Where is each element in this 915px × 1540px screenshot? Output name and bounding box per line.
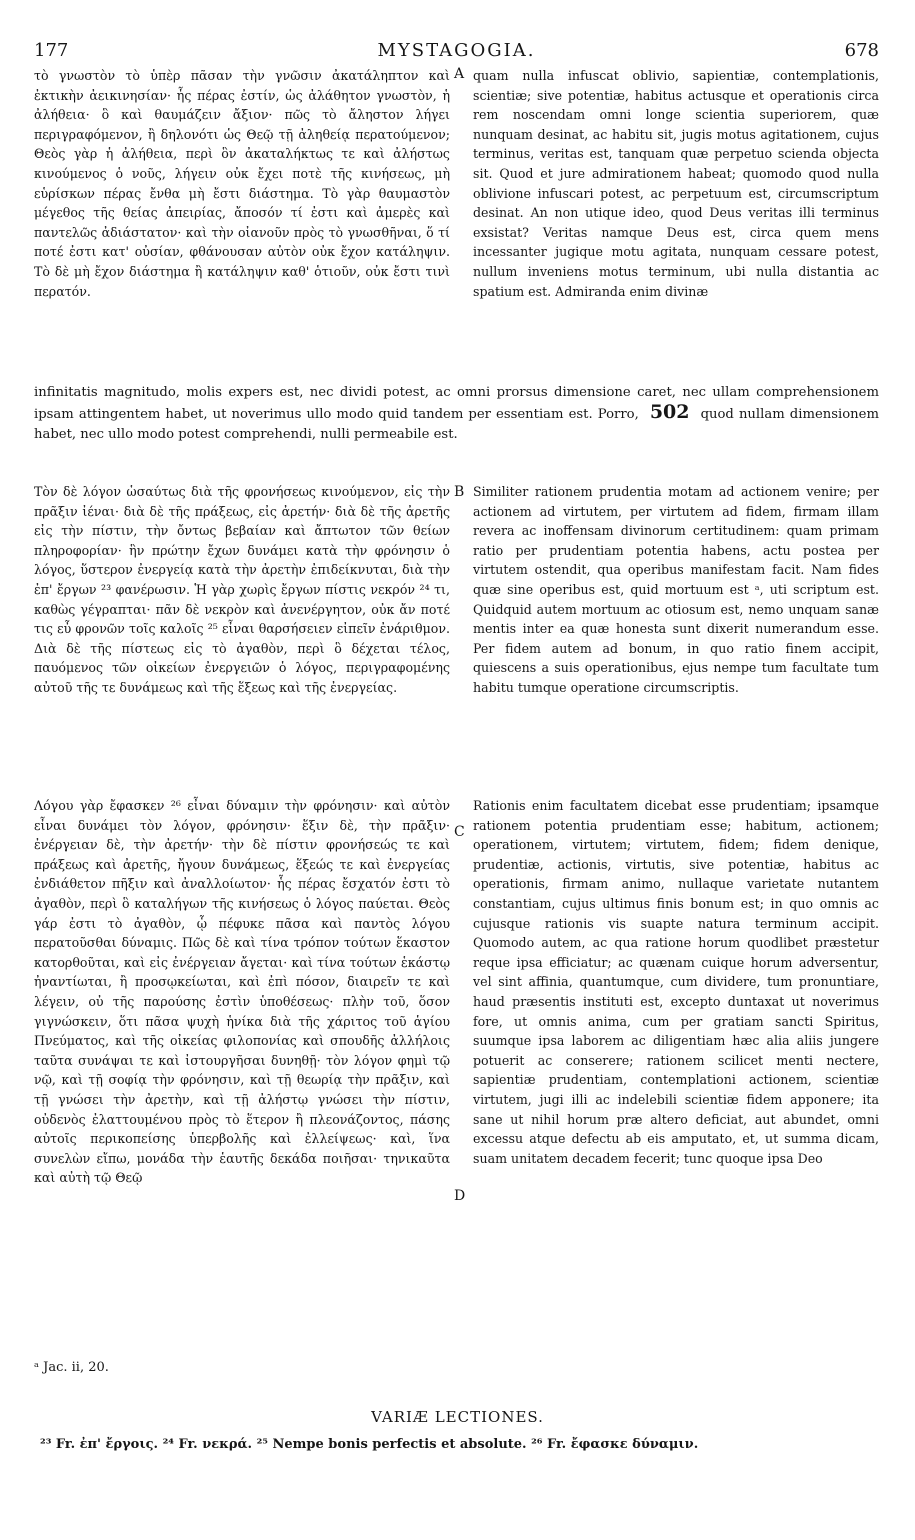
page-number-left: 177 xyxy=(34,40,69,61)
margin-marker-b: B xyxy=(454,484,465,500)
greek-column-section-2: Τὸν δὲ λόγον ὡσαύτως διὰ τῆς φρονήσεως κινούμενον, εἰς τὴν πρᾶξιν ἰέναι· διὰ δὲ τῆς πράξεως, εἰς ἀρετήν· διὰ δὲ τῆς ἀρετῆς εἰς τὴν πίστιν, τὴν ὄντως βεβαίαν καὶ ἄπτωτον τῶν θείων πληροφορίαν· ἣν πρώτην ἔχων δυνάμει κατὰ τὴν φρόνησιν ὁ λόγος, ὕστερον ἐνεργείᾳ κατὰ τὴν ἀρετὴν ἐπιδείκνυται, διὰ τὴν ἐπ' ἔργων ²³ φανέρωσιν. Ἡ γὰρ χωρὶς ἔργων πίστις νεκρόν ²⁴ τι, καθὼς γέγραπται· πᾶν δὲ νεκρὸν καὶ ἀνενέργητον, οὐκ ἄν ποτέ τις εὖ φρονῶν τοῖς καλοῖς ²⁵ εἶναι θαρσήσειεν εἰπεῖν ἐνάριθμον. Διὰ δὲ τῆς πίστεως εἰς τὸ ἀγαθὸν, περὶ ὃ δέχεται τέλος, παυόμενος τῶν οἰκείων ἐνεργειῶν ὁ λόγος, περιγραφομένης αὐτοῦ τῆς τε δυνάμεως καὶ τῆς ἕξεως καὶ τῆς ἐνεργείας. xyxy=(34,484,450,695)
margin-marker-d: D xyxy=(454,1188,466,1204)
running-title: MYSTAGOGIA. xyxy=(377,40,536,61)
full-width-latin-paragraph xyxy=(34,383,879,444)
greek-column-section-3: Λόγου γὰρ ἔφασκεν ²⁶ εἶναι δύναμιν τὴν φρόνησιν· καὶ αὐτὸν εἶναι δυνάμει τὸν λόγον, φρόνησιν· ἕξιν δὲ, τὴν πρᾶξιν· ἐνέργειαν δὲ, τὴν ἀρετήν· τὴν δὲ πίστιν φρονήσεώς τε καὶ πράξεως καὶ ἀρετῆς, ἤγουν δυνάμεως, ἕξεώς τε καὶ ἐνεργείας ἐνδιάθετον πῆξιν καὶ ἀναλλοίωτον· ἧς πέρας ἔσχατόν ἐστι τὸ ἀγαθὸν, περὶ ὃ καταλήγων τῆς κινήσεως ὁ λόγος παύεται. Θεὸς γάρ ἐστι τὸ ἀγαθὸν, ᾧ πέφυκε πᾶσα καὶ παντὸς λόγου περατοῦσθαι δύναμις. Πῶς δὲ καὶ τίνα τρόπον τούτων ἕκαστον κατορθοῦται, καὶ εἰς ἐνέργειαν ἄγεται· καὶ τίνα τούτων ἑκάστῳ ἠναντίωται, ἢ προσῳκείωται, καὶ ἐπὶ πόσον, διαιρεῖν τε καὶ λέγειν, οὐ τῆς παρούσης ἐστὶν ὑποθέσεως· πλὴν τοῦ, ὅσον γιγνώσκειν, ὅτι πᾶσα ψυχὴ ἡνίκα διὰ τῆς χάριτος τοῦ ἁγίου Πνεύματος, καὶ τῆς οἰκείας φιλοπονίας καὶ σπουδῆς ἀλλήλοις ταῦτα συνάψαι τε καὶ ἰστουργῆσαι δυνηθῇ· τὸν λόγον φημὶ τῷ νῷ, καὶ τῇ σοφίᾳ τὴν φρόνησιν, καὶ τῇ θεωρίᾳ τὴν πρᾶξιν, καὶ τῇ γνώσει τὴν ἀρετὴν, καὶ τῇ ἀλήστῳ γνώσει τὴν πίστιν, οὐδενὸς ἐλαττουμένου πρὸς τὸ ἕτερον ἢ πλεονάζοντος, πάσης αὐτοῖς περικοπείσης ὑπερβολῆς καὶ ἐλλείψεως· καὶ, ἵνα συνελὼν εἴπω, μονάδα τὴν ἑαυτῆς δεκάδα ποιῆσαι· τηνικαῦτα καὶ αὐτὴ τῷ Θεῷ xyxy=(34,798,450,1186)
latin-column-section-2: Similiter rationem prudentia motam ad actionem venire; per actionem ad virtutem, per virtutem ad fidem, firmam illam revera ac inoffensam divinorum certitudinem: quam primam ratio per prudentiam potentia habens, actu postea per virtutem ostendit, qua operibus manifestam facit. Nam fides quæ sine operibus est, quid mortuum est ᵃ, uti scriptum est. Quidquid autem mortuum ac otiosum est, nemo unquam sanæ mentis inter ea quæ honesta sunt dixerit numerandum esse. Per fidem autem ad bonum, in quo ratio finem accipit, quiescens a suis operationibus, ejus nempe tum facultate tum habitu tumque operatione circumscriptis. xyxy=(473,484,879,695)
latin-column-section-1: quam nulla infuscat oblivio, sapientiæ, contemplationis, scientiæ; sive potentiæ, habitus actusque et operationis circa rem noscendam omni longe scientia superiorem, quæ nunquam desinat, ac habitu sit, jugis motus agitationem, cujus terminus, veritas est, tanquam quæ perpetuo scienda objecta sit. Quod et jure admirationem habeat; quomodo quod nulla oblivione infuscari potest, ac perpetuum est, circumscriptum desinat. An non utique ideo, quod Deus veritas illi terminus exsistat? Veritas namque Deus est, circa quem mens incessanter jugique motu agitata, nunquam cessare potest, nullum inveniens motus terminum, ubi nulla distantia ac spatium est. Admiranda enim divinæ xyxy=(473,68,879,299)
page-header xyxy=(34,40,879,66)
latin-continuation-after: quod nullam dimensionem habet, nec ullo modo potest comprehendi, nulli permeabile est. xyxy=(34,406,879,442)
variae-lectiones-text: ²³ Fr. ἐπ' ἔργοις. ²⁴ Fr. νεκρά. ²⁵ Nempe bonis perfectis et absolute. ²⁶ Fr. ἔφασκε δύναμιν. xyxy=(40,1437,699,1452)
latin-column-section-3: Rationis enim facultatem dicebat esse prudentiam; ipsamque rationem potentia prudentiam esse; habitum, actionem; operationem, virtutem; virtutem, fidem; fidem denique, prudentiæ, actionis, virtutis, sive potentiæ, habitus ac operationis, firmam animo, nullaque varietate nutantem constantiam, cujus ultimus finis bonum est; in quo omnis ac cujusque rationis vis suapte natura terminum accipit. Quomodo autem, ac qua ratione horum quodlibet præstetur reque ipsa efficiatur; ac quænam cuique horum adversentur, vel sint affinia, quantumque, cum dividere, tum pronuntiare, haud præsentis instituti est, excepto duntaxat ut noverimus fore, ut omnis anima, cum per gratiam sancti Spiritus, suumque ipsa laborem ac diligentiam hæc alia aliis jungere potuerit ac conserere; rationem scilicet menti nectere, sapientiæ prudentiam, contemplationi actionem, scientiæ virtutem, jugi illi ac indelebili scientiæ fidem apponere; ita sane ut nihil horum præ altero deficiat, aut abundet, omni excessu atque defectu ab eis amputato, et, ut summa dicam, suam unitatem decadem fecerit; tunc quoque ipsa Deo xyxy=(473,798,879,1166)
greek-column-section-1: τὸ γνωστὸν τὸ ὑπὲρ πᾶσαν τὴν γνῶσιν ἀκατάληπτον καὶ ἐκτικὴν ἀεικινησίαν· ἧς πέρας ἐστίν, ὡς ἀλάθητον γνωστὸν, ἡ ἀλήθεια· ὃ καὶ θαυμάζειν ἄξιον· πῶς τὸ ἄληστον λήγει περιγραφόμενον, ἢ δηλονότι ὡς Θεῷ τῇ ἀληθείᾳ περατούμενον; Θεὸς γὰρ ἡ ἀλήθεια, περὶ ὃν ἀκαταλήκτως τε καὶ ἀλήστως κινούμενος ὁ νοῦς, λήγειν οὐκ ἔχει ποτὲ τῆς κινήσεως, μὴ εὑρίσκων πέρας ἔνθα μὴ ἔστι διάστημα. Τὸ γὰρ θαυμαστὸν μέγεθος τῆς θείας ἀπειρίας, ἄποσόν τί ἐστι καὶ ἀμερὲς καὶ παντελῶς ἀδιάστατον· καὶ τὴν οἰανοῦν πρὸς τὸ γνωσθῆναι, ὅ τί ποτέ ἐστι κατ' οὐσίαν, φθάνουσαν αὐτὸν οὐκ ἔχον κατάληψιν. Τὸ δὲ μὴ ἔχον διάστημα ἢ κατάληψιν καθ' ὁτιοῦν, οὐκ ἔστι τινὶ περατόν. xyxy=(34,68,450,299)
column-number: 502 xyxy=(649,400,690,423)
margin-marker-c: C xyxy=(454,824,465,840)
page-number-right: 678 xyxy=(844,40,879,61)
variae-lectiones-title: VARIÆ LECTIONES. xyxy=(371,1408,544,1426)
latin-continuation-before: infinitatis magnitudo, molis expers est, nec dividi potest, ac omni prorsus dimensione caret, nec ullam comprehensionem ipsam attingentem habet, ut noverimus ullo modo quid tandem per essentiam est. Porro, xyxy=(34,385,879,422)
margin-marker-a: A xyxy=(454,66,465,82)
footnote: ᵃ Jac. ii, 20. xyxy=(34,1360,109,1375)
